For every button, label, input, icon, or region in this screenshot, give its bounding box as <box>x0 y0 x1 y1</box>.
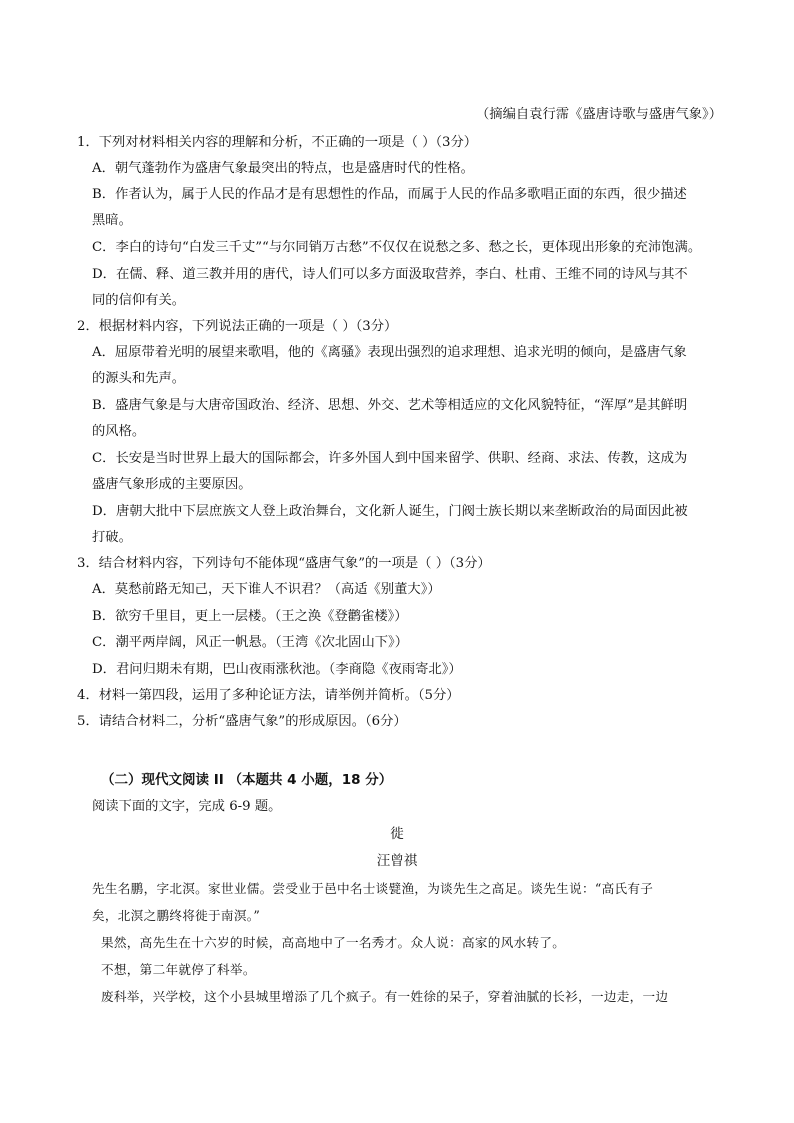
question-2-option-c: C．长安是当时世界上最大的国际都会，许多外国人到中国来留学、供职、经商、求法、传教，这成为 <box>92 451 688 466</box>
question-2-option-a-cont: 的源头和先声。 <box>92 371 186 386</box>
question-2-stem: 2．根据材料内容，下列说法正确的一项是（ ）（3分） <box>77 319 398 334</box>
question-2-option-d-cont: 打破。 <box>92 530 132 545</box>
question-2-option-a: A．屈原带着光明的展望来歌唱，他的《离骚》表现出强烈的追求理想、追求光明的倾向，是盛唐气象 <box>92 345 687 360</box>
question-4-stem: 4．材料一第四段，运用了多种论证方法，请举例并简析。（5分） <box>77 688 460 703</box>
question-3-stem: 3．结合材料内容，下列诗句不能体现“盛唐气象”的一项是（ ）（3分） <box>77 556 491 571</box>
passage-paragraph: 矣，北溟之鹏终将徙于南溟。” <box>92 908 261 923</box>
question-2-option-c-cont: 盛唐气象形成的主要原因。 <box>92 477 252 492</box>
source-note: （摘编自袁行霈《盛唐诗歌与盛唐气象》） <box>476 107 722 122</box>
question-3-option-a: A．莫愁前路无知己，天下谁人不识君？（高适《别董大》） <box>92 582 441 597</box>
section-instruction: 阅读下面的文字，完成 6-9 题。 <box>92 799 282 814</box>
question-5-stem: 5．请结合材料二，分析“盛唐气象”的形成原因。（6分） <box>77 714 407 729</box>
passage-paragraph: 废科举，兴学校，这个小县城里增添了几个疯子。有一姓徐的呆子，穿着油腻的长衫，一边走，一边 <box>101 989 669 1004</box>
question-3-option-c: C．潮平两岸阔，风正一帆悬。（王湾《次北固山下》） <box>92 635 408 650</box>
question-2-option-b: B．盛唐气象是与大唐帝国政治、经济、思想、外交、艺术等相适应的文化风貌特征，“浑厚”是其鲜明 <box>92 398 688 413</box>
question-1-option-c: C．李白的诗句“白发三千丈”“与尔同销万古愁”不仅仅在说愁之多、愁之长，更体现出形象的充沛饱满。 <box>92 240 702 255</box>
question-3-option-b: B．欲穷千里目，更上一层楼。（王之涣《登鹳雀楼》） <box>92 609 408 624</box>
passage-paragraph: 果然，高先生在十六岁的时候，高高地中了一名秀才。众人说：高家的风水转了。 <box>101 935 566 950</box>
section-title: （二）现代文阅读 II （本题共 4 小题，18 分） <box>101 772 393 788</box>
question-1-stem: 1．下列对材料相关内容的理解和分析，不正确的一项是（ ）（3分） <box>77 135 478 150</box>
passage-paragraph: 先生名鹏，字北溟。家世业儒。尝受业于邑中名士谈甓渔，为谈先生之高足。谈先生说：“高氏有子 <box>92 881 654 896</box>
question-1-option-b: B．作者认为，属于人民的作品才是有思想性的作品，而属于人民的作品多歌唱正面的东西，很少描述 <box>92 187 687 202</box>
question-1-option-d-cont: 同的信仰有关。 <box>92 293 186 308</box>
question-2-option-b-cont: 的风格。 <box>92 424 146 439</box>
question-3-option-d: D．君问归期未有期，巴山夜雨涨秋池。（李商隐《夜雨寄北》） <box>92 662 462 677</box>
passage-title: 徙 <box>390 826 404 842</box>
question-1-option-a: A．朝气蓬勃作为盛唐气象最突出的特点，也是盛唐时代的性格。 <box>92 161 474 176</box>
passage-author: 汪曾祺 <box>376 853 418 869</box>
question-2-option-d: D．唐朝大批中下层庶族文人登上政治舞台，文化新人诞生，门阀士族长期以来垄断政治的局面因此被 <box>92 504 688 519</box>
passage-paragraph: 不想，第二年就停了科举。 <box>101 962 256 977</box>
question-1-option-b-cont: 黑暗。 <box>92 213 132 228</box>
question-1-option-d: D．在儒、释、道三教并用的唐代，诗人们可以多方面汲取营养，李白、杜甫、王维不同的诗风与其不 <box>92 267 688 282</box>
